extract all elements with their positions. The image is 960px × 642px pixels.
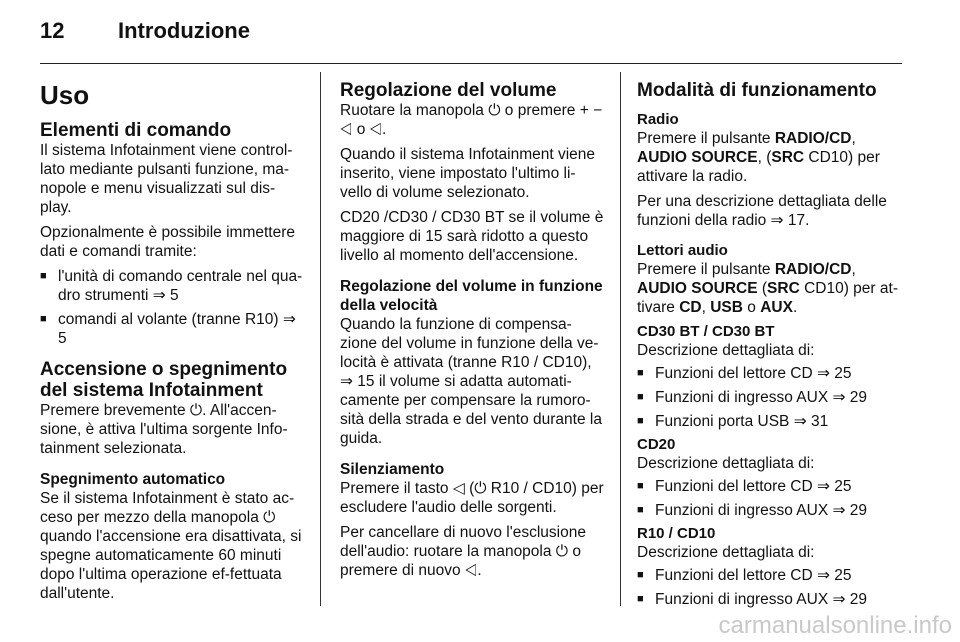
list-item: ■ Funzioni di ingresso AUX ⇒ 29 (637, 501, 905, 520)
cd20-list (637, 477, 905, 520)
paragraph-cd30-desc: Descrizione dettagliata di: (637, 342, 815, 359)
paragraph-compensazione: Quando la funzione di compensa-zione del volume in funzione della ve-locità è attivata (tranne R10 / CD10), ⇒ 15 il volume si adatta automati-camente per compensare la rumoro-sità della strada e del vento durante la guida. (340, 316, 602, 447)
heading-elementi-di-comando: Elementi di comando (40, 120, 232, 141)
page-header (40, 18, 920, 52)
paragraph-r10-desc: Descrizione dettagliata di: (637, 544, 815, 561)
watermark: carmanualsonline.info (718, 612, 952, 639)
header-rule (40, 63, 902, 64)
column-1 (40, 80, 304, 609)
paragraph-inserito: Quando il sistema Infotainment viene inserito, viene impostato l'ultimo li-vello di volume selezionato. (340, 146, 596, 201)
column-2 (340, 80, 606, 586)
heading-radio: Radio (637, 111, 679, 128)
list-item: ■ comandi al volante (tranne R10) ⇒ 5 (40, 310, 304, 348)
paragraph-opzionalmente: Opzionalmente è possibile immettere dati e comandi tramite: (40, 224, 296, 260)
column-divider-2 (620, 72, 621, 606)
column-divider-1 (320, 72, 321, 606)
paragraph-lettori: Premere il pulsante RADIO/CD, AUDIO SOURCE (SRC CD10) per at-tivare CD, USB o AUX. (637, 261, 898, 316)
column-3 (637, 80, 905, 614)
heading-uso: Uso (40, 80, 90, 110)
heading-cd20: CD20 (637, 436, 676, 453)
heading-cd30: CD30 BT / CD30 BT (637, 323, 775, 340)
heading-silenziamento: Silenziamento (340, 461, 445, 478)
list-item: ■ Funzioni del lettore CD ⇒ 25 (637, 364, 905, 383)
paragraph-premere-tasto: Premere il tasto ◁ (⏻ R10 / CD10) per escludere l'audio delle sorgenti. (340, 480, 604, 516)
cd30-list (637, 364, 905, 431)
heading-regolazione-volume: Regolazione del volume (340, 80, 557, 101)
paragraph-elementi: Il sistema Infotainment viene control-lato mediante pulsanti funzione, ma-nopole e menu visualizzati sul dis-play. (40, 142, 293, 216)
paragraph-cd20-desc: Descrizione dettagliata di: (637, 455, 815, 472)
list-item: ■ Funzioni del lettore CD ⇒ 25 (637, 566, 905, 585)
heading-r10: R10 / CD10 (637, 525, 716, 542)
page-number: 12 (40, 18, 65, 43)
paragraph-cancellare: Per cancellare di nuovo l'esclusione dell'audio: ruotare la manopola ⏻ o premere di nuovo ◁. (340, 524, 586, 579)
heading-volume-velocita: Regolazione del volume in funzione della velocità (340, 278, 603, 314)
section-title: Introduzione (118, 18, 250, 43)
paragraph-accensione: Premere brevemente ⏻. All'accen-sione, è attiva l'ultima sorgente Info-tainment selezionata. (40, 402, 288, 457)
paragraph-radio-2: Per una descrizione dettagliata delle funzioni della radio ⇒ 17. (637, 193, 887, 229)
paragraph-ruotare: Ruotare la manopola ⏻ o premere + − ◁ o ◁. (340, 102, 603, 138)
heading-spegnimento-automatico: Spegnimento automatico (40, 471, 226, 488)
paragraph-cd20: CD20 /CD30 / CD30 BT se il volume è maggiore di 15 sarà ridotto a questo livello al momento dell'accensione. (340, 209, 604, 264)
list-item: ■ Funzioni di ingresso AUX ⇒ 29 (637, 388, 905, 407)
paragraph-radio-1: Premere il pulsante RADIO/CD, AUDIO SOURCE, (SRC CD10) per attivare la radio. (637, 130, 880, 185)
list-item: ■ Funzioni di ingresso AUX ⇒ 29 (637, 590, 905, 609)
input-methods-list (40, 267, 304, 348)
heading-lettori-audio: Lettori audio (637, 242, 728, 259)
paragraph-spegnimento: Se il sistema Infotainment è stato ac-ceso per mezzo della manopola ⏻ quando l'accensione era disattivata, si spegne automaticamente 60 minuti dopo l'ultima operazione ef-fettuata dall'utente. (40, 490, 302, 602)
list-item: ■ l'unità di comando centrale nel qua-dro strumenti ⇒ 5 (40, 267, 304, 305)
heading-modalita: Modalità di funzionamento (637, 80, 877, 101)
heading-accensione: Accensione o spegnimento del sistema Infotainment (40, 359, 288, 401)
list-item: ■ Funzioni porta USB ⇒ 31 (637, 412, 905, 431)
r10-list (637, 566, 905, 609)
list-item: ■ Funzioni del lettore CD ⇒ 25 (637, 477, 905, 496)
